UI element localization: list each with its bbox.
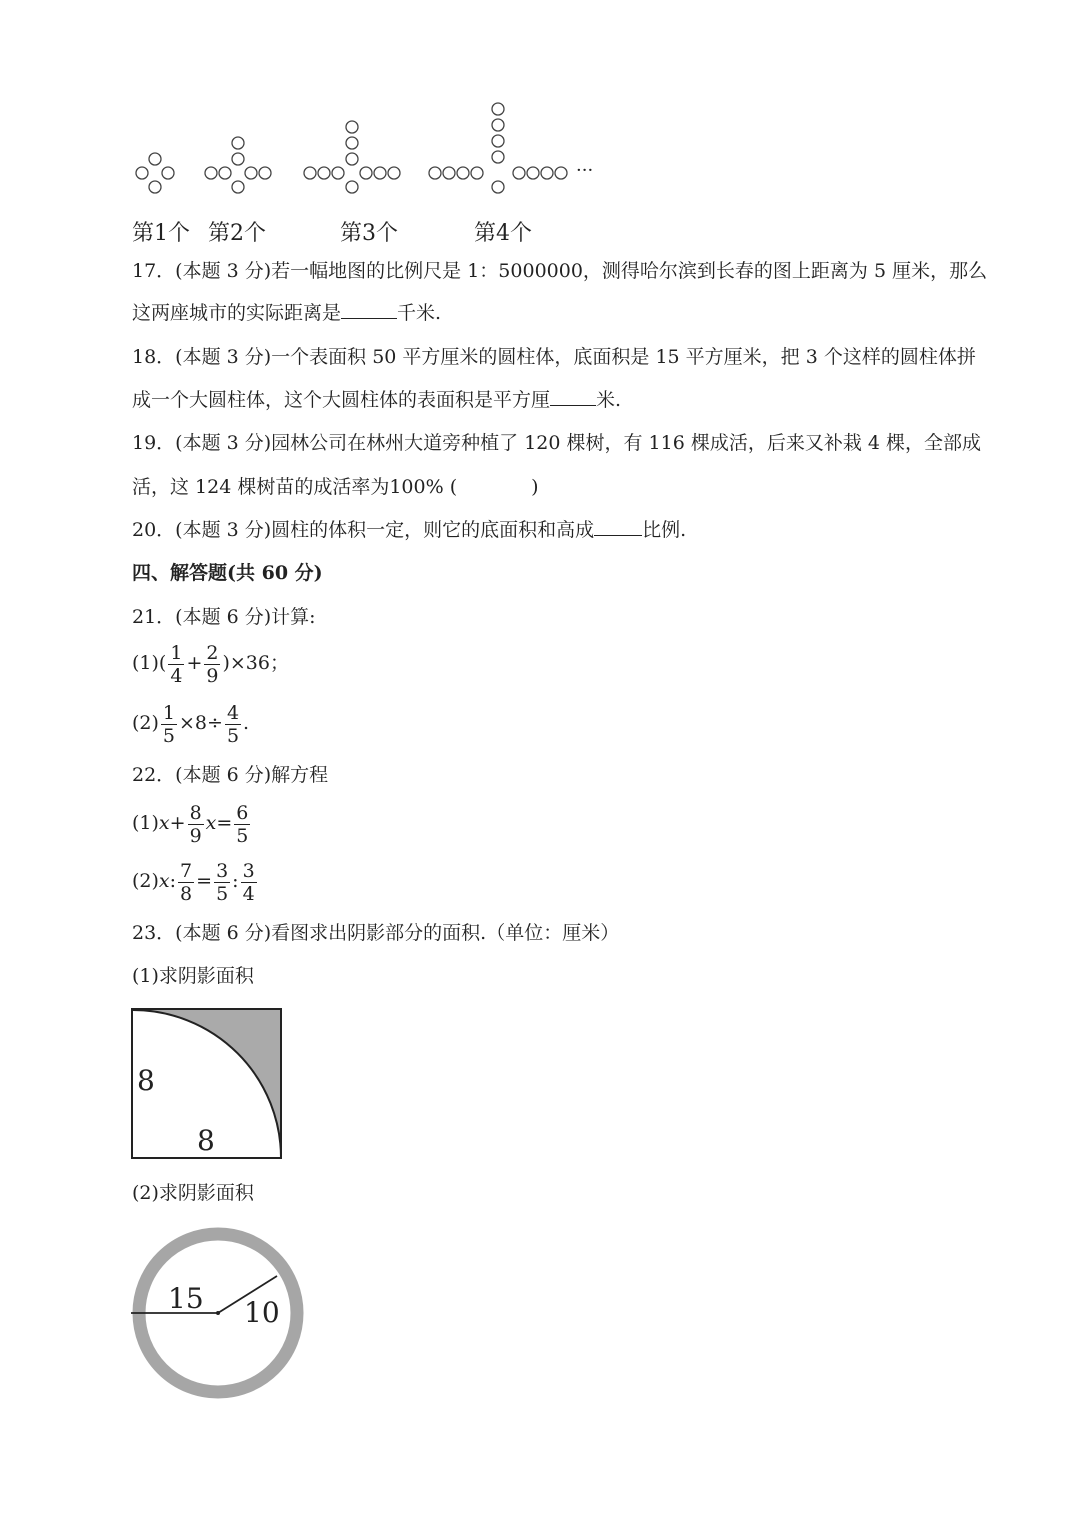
pattern-2	[205, 137, 271, 193]
q19-line2	[132, 474, 539, 500]
denominator: 5	[162, 724, 176, 747]
fraction	[225, 702, 241, 747]
fraction	[168, 642, 184, 687]
numerator: 3	[242, 859, 255, 882]
q18-text-a: 成一个大圆柱体，这个大圆柱体的表面积是平方厘	[132, 389, 551, 411]
pattern-3	[304, 121, 400, 193]
pattern-label-3: 第3个	[340, 221, 398, 246]
section-heading: 四、解答题(共 60 分)	[132, 562, 323, 584]
q20-line	[132, 517, 686, 543]
fraction	[161, 702, 177, 747]
pattern-label-2: 第2个	[208, 221, 266, 246]
q17-line2	[132, 300, 441, 326]
denominator: 9	[206, 664, 219, 687]
q22-title: 22．(本题 6 分)解方程	[132, 764, 329, 786]
q21-part1-tail: )×36；	[222, 652, 289, 674]
pattern-1	[136, 153, 174, 193]
numerator: 8	[189, 801, 202, 824]
open-paren: (	[158, 652, 167, 674]
q17-answer-blank[interactable]	[341, 300, 397, 319]
q21-part2-tail: .	[243, 712, 250, 734]
fraction	[214, 860, 230, 905]
plus-sign: +	[186, 652, 203, 674]
variable-x: x	[158, 812, 170, 834]
q19-text: 活，这 124 棵树苗的成活率为100% (	[132, 476, 458, 498]
denominator: 5	[226, 724, 240, 747]
q23-title: 23．(本题 6 分)看图求出阴影部分的面积.（单位：厘米）	[132, 922, 620, 944]
q21-part1-label: (1)	[132, 652, 159, 674]
q20-answer-blank[interactable]	[594, 517, 642, 536]
fig1-bottom-label: 8	[197, 1124, 215, 1157]
q22-part2-label: (2)	[132, 870, 159, 892]
q17-line1: 17．(本题 3 分)若一幅地图的比例尺是 1：5000000，测得哈尔滨到长春的图上距离为 5 厘米，那么	[132, 260, 988, 282]
numerator: 3	[216, 859, 229, 882]
denominator: 5	[236, 824, 249, 847]
q21-part2-label: (2)	[132, 712, 159, 734]
fig2-outer-radius-label: 15	[168, 1282, 204, 1315]
q21-part2	[132, 700, 249, 747]
q22-part2	[132, 858, 259, 905]
numerator: 7	[180, 859, 193, 882]
denominator: 5	[216, 882, 229, 905]
circle-pattern-figure	[120, 95, 620, 205]
equals-sign: =	[196, 870, 213, 892]
denominator: 4	[242, 882, 255, 905]
pattern-4	[429, 103, 567, 193]
denominator: 9	[189, 824, 202, 847]
q19-close: )	[531, 476, 539, 498]
fraction	[204, 642, 220, 687]
pattern-label-1: 第1个	[132, 221, 190, 246]
plus-sign: +	[169, 812, 186, 834]
q23-sub2: (2)求阴影面积	[132, 1182, 254, 1204]
fraction	[234, 802, 250, 847]
q19-line1: 19．(本题 3 分)园林公司在林州大道旁种植了 120 棵树，有 116 棵成活，后来又补栽 4 棵，全部成	[132, 432, 982, 454]
q21-part1	[132, 640, 289, 687]
numerator: 1	[170, 641, 183, 664]
variable-x: x	[158, 870, 170, 892]
fraction	[241, 860, 257, 905]
q18-answer-blank[interactable]	[550, 387, 596, 406]
q21-part2-mid: ×8÷	[179, 712, 223, 734]
ratio-colon: :	[169, 870, 177, 892]
denominator: 4	[170, 664, 183, 687]
q20-text-b: 比例.	[642, 519, 687, 541]
ratio-colon: :	[232, 870, 239, 892]
fig1-side-label: 8	[137, 1064, 155, 1097]
fig2-inner-radius-label: 10	[244, 1296, 280, 1329]
numerator: 2	[206, 641, 219, 664]
equals-sign: =	[216, 812, 233, 834]
fraction	[178, 860, 194, 905]
fraction	[188, 802, 204, 847]
numerator: 1	[162, 701, 176, 724]
pattern-ellipsis: ···	[576, 160, 594, 181]
denominator: 8	[180, 882, 193, 905]
q18-line2	[132, 387, 621, 413]
numerator: 6	[236, 801, 249, 824]
q22-part1	[132, 800, 252, 847]
q18-text-b: 米.	[596, 389, 622, 411]
q21-title: 21．(本题 6 分)计算:	[132, 606, 316, 628]
q23-sub1: (1)求阴影面积	[132, 965, 254, 987]
q17-text-a: 这两座城市的实际距离是	[132, 302, 342, 324]
variable-x: x	[205, 812, 217, 834]
ring-figure	[128, 1226, 308, 1406]
q22-part1-label: (1)	[132, 812, 159, 834]
q18-line1: 18．(本题 3 分)一个表面积 50 平方厘米的圆柱体，底面积是 15 平方厘米，把 3 个这样的圆柱体拼	[132, 346, 976, 368]
q17-text-b: 千米.	[397, 302, 442, 324]
q20-text-a: 20．(本题 3 分)圆柱的体积一定，则它的底面积和高成	[132, 519, 595, 541]
numerator: 4	[226, 701, 240, 724]
pattern-label-4: 第4个	[474, 221, 532, 246]
